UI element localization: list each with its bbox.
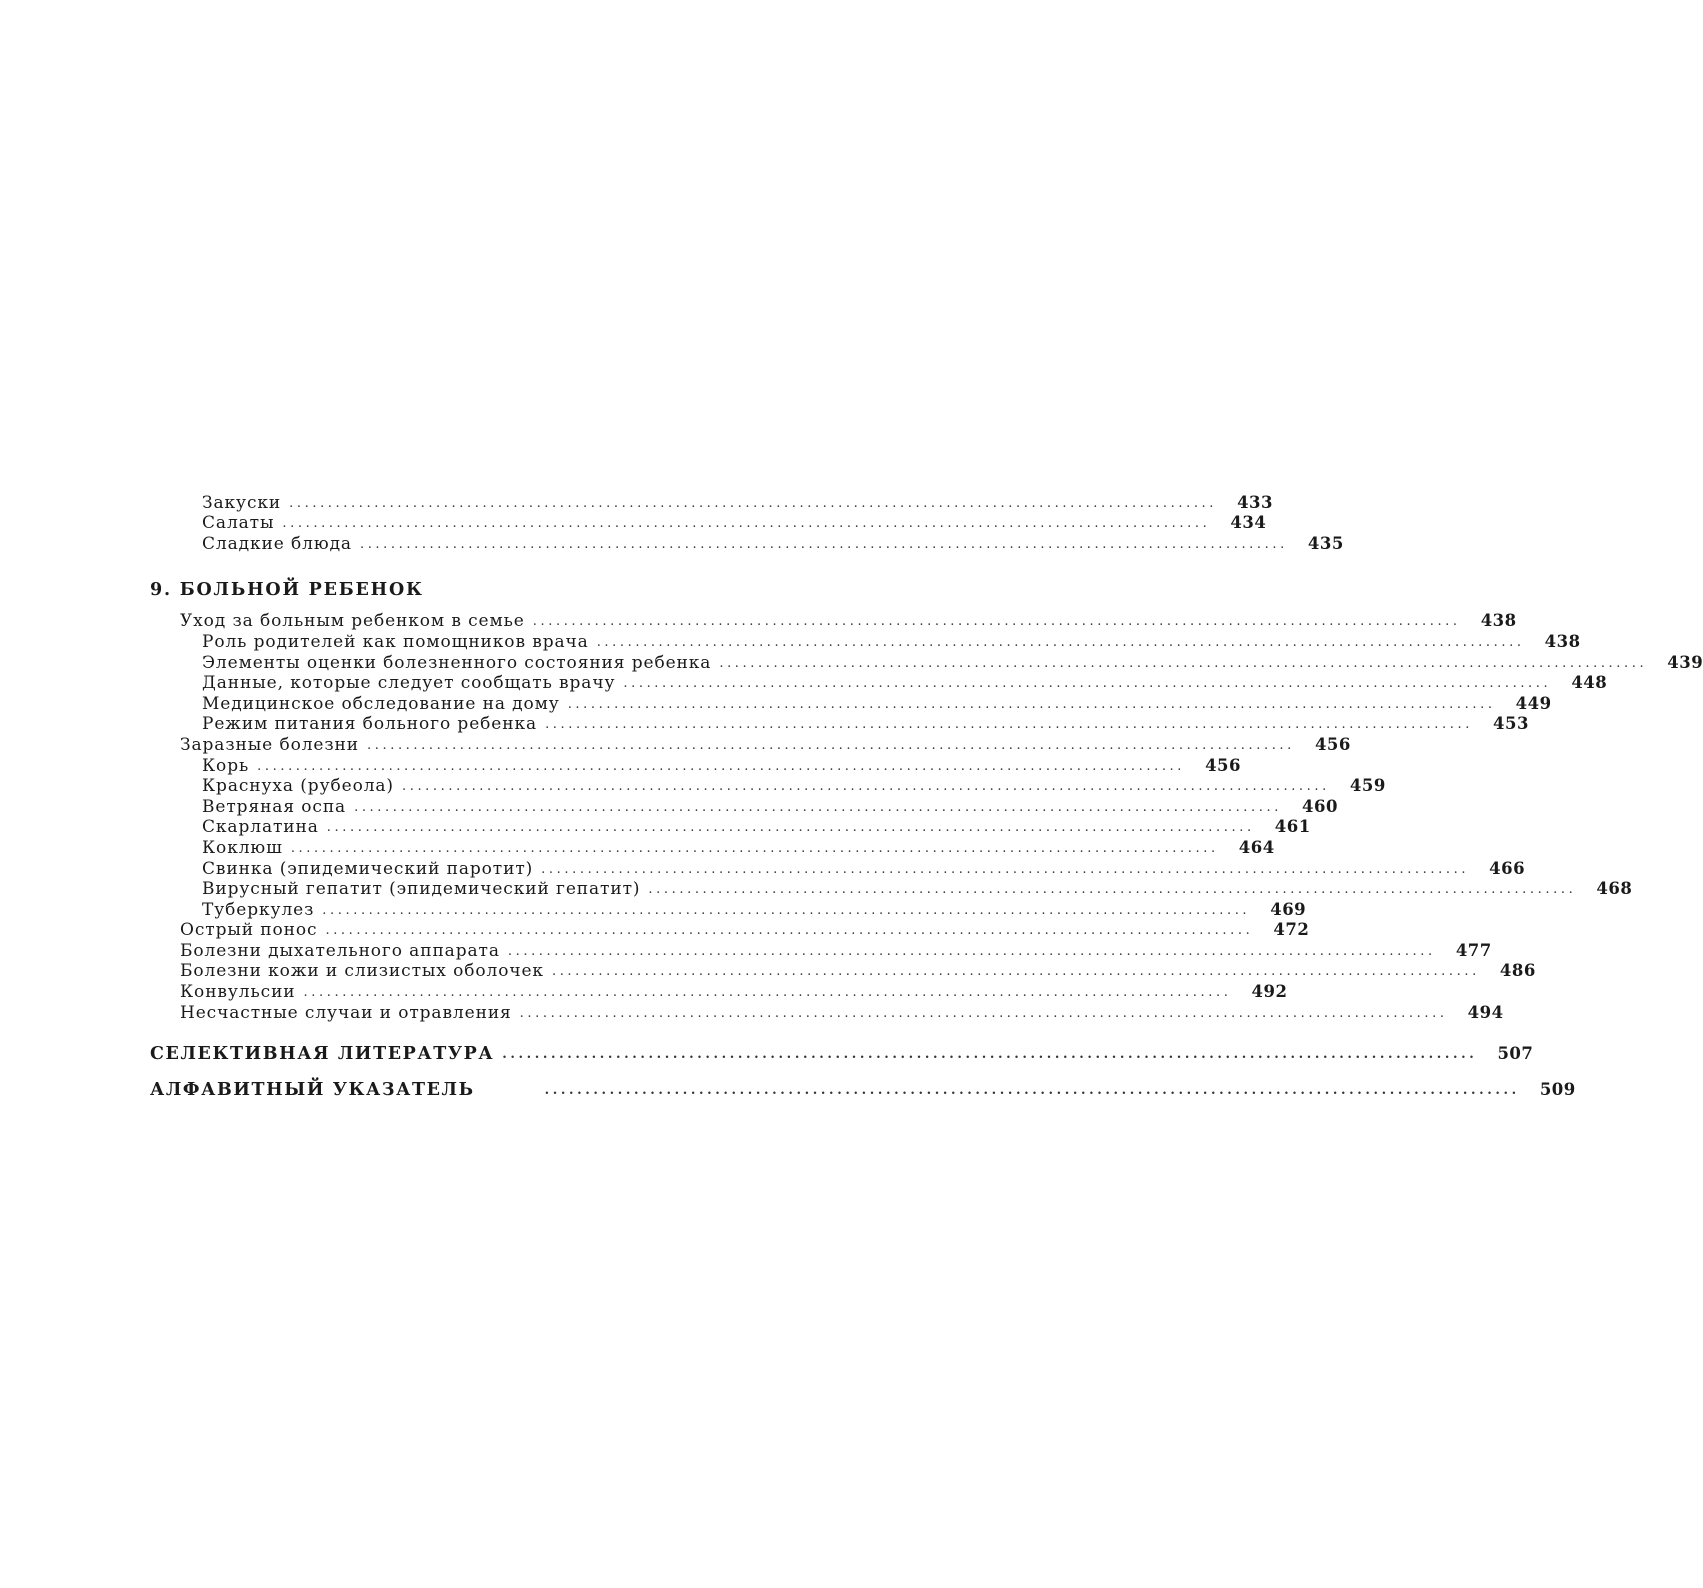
toc-entry-label: СЕЛЕКТИВНАЯ ЛИТЕРАТУРА xyxy=(150,1043,495,1064)
dot-leader: ........................................................................................................................ xyxy=(519,1005,1448,1021)
dot-leader: ........................................................................................................................ xyxy=(257,758,1186,774)
dot-leader: ........................................................................................................................ xyxy=(354,799,1282,815)
dot-leader: ........................................................................................................................ xyxy=(367,737,1295,753)
toc-entry-label: Роль родителей как помощников врача xyxy=(202,631,589,652)
toc-entry-page: 469 xyxy=(1270,899,1307,919)
toc-entry xyxy=(150,533,1344,554)
toc-entry xyxy=(150,837,1275,858)
toc-entry-label: Несчастные случаи и отравления xyxy=(180,1002,512,1023)
toc-entry-label: Режим питания больного ребенка xyxy=(202,714,538,735)
toc-entry-page: 438 xyxy=(1544,631,1581,651)
toc-entry xyxy=(150,899,1307,920)
toc-entry-label: Краснуха (рубеола) xyxy=(202,776,394,797)
toc-entry-label: Закуски xyxy=(202,492,282,513)
toc-entry xyxy=(150,920,1310,941)
toc-entry-label: Элементы оценки болезненного состояния ребенка xyxy=(202,652,712,673)
toc-entry-page: 435 xyxy=(1307,533,1344,553)
chapter-entries xyxy=(150,611,1703,1023)
toc-entry-page: 459 xyxy=(1349,776,1386,796)
toc-entry-major xyxy=(150,1042,1534,1064)
toc-entry-label: Салаты xyxy=(202,513,275,534)
toc-entry xyxy=(150,734,1351,755)
toc-entry xyxy=(150,513,1267,534)
toc-entry-page: 466 xyxy=(1489,858,1526,878)
toc-entry-label: Ветряная оспа xyxy=(202,796,347,817)
toc-entry xyxy=(150,1002,1504,1023)
toc-entry-label: Туберкулез xyxy=(202,899,315,920)
toc-entry-label: Корь xyxy=(202,755,250,776)
toc-entry xyxy=(150,755,1242,776)
toc-entry-label: Вирусный гепатит (эпидемический гепатит) xyxy=(202,879,641,900)
toc-entry xyxy=(150,611,1517,632)
toc-entry-page: 477 xyxy=(1455,940,1492,960)
toc-entry-label: Свинка (эпидемический паротит) xyxy=(202,858,534,879)
dot-leader: ........................................................................................................................ xyxy=(541,861,1470,877)
dot-leader: ........................................................................................................................ xyxy=(648,882,1577,898)
dot-leader: ........................................................................................................................ xyxy=(551,964,1480,980)
dot-leader: ........................................................................................................................ xyxy=(289,495,1218,511)
toc-entry-page: 464 xyxy=(1238,837,1275,857)
toc-entry-page: 461 xyxy=(1274,817,1311,837)
dot-leader: ........................................................................................................................ xyxy=(507,943,1436,959)
toc-entry xyxy=(150,981,1288,1003)
toc-entry-page: 439 xyxy=(1667,652,1703,672)
toc-entry-page: 434 xyxy=(1230,513,1267,533)
toc-entry-label: АЛФАВИТНЫЙ УКАЗАТЕЛЬ xyxy=(150,1079,475,1100)
toc-entry-label: Заразные болезни xyxy=(180,734,360,755)
dot-leader: ........................................................................................................................ xyxy=(544,1082,1520,1098)
toc-entry-label: Уход за больным ребенком в семье xyxy=(180,611,525,632)
toc-entry-page: 507 xyxy=(1497,1043,1534,1063)
dot-leader: ........................................................................................................................ xyxy=(326,820,1255,836)
toc-entry-label: Коклюш xyxy=(202,837,283,858)
toc-entry-label: Данные, которые следует сообщать врачу xyxy=(202,673,616,694)
dot-leader: ........................................................................................................................ xyxy=(567,696,1496,712)
dot-leader: ........................................................................................................................ xyxy=(290,840,1219,856)
dot-leader: ........................................................................................................................ xyxy=(623,676,1552,692)
toc-entry-page: 460 xyxy=(1302,796,1338,816)
toc-entry xyxy=(150,776,1386,797)
toc-entry-page: 509 xyxy=(1539,1079,1576,1099)
toc-entry xyxy=(150,796,1338,817)
toc-entry-page: 492 xyxy=(1251,982,1288,1002)
toc-entry-page: 438 xyxy=(1480,611,1517,631)
toc-entry-label: Болезни дыхательного аппарата xyxy=(180,940,500,961)
toc-entry xyxy=(150,652,1703,673)
toc-entry-label: Острый понос xyxy=(180,920,318,941)
toc-entry xyxy=(150,631,1581,652)
chapter-heading: 9. БОЛЬНОЙ РЕБЕНОК xyxy=(150,579,424,600)
toc-entry xyxy=(150,693,1552,714)
toc-entry xyxy=(150,714,1529,735)
toc-entry-page: 486 xyxy=(1499,961,1536,981)
dot-leader: ........................................................................................................................ xyxy=(325,923,1254,939)
toc-entry-label: Медицинское обследование на дому xyxy=(202,693,560,714)
dot-leader: ........................................................................................................................ xyxy=(545,717,1473,733)
toc-entry xyxy=(150,492,1274,513)
dot-leader: ........................................................................................................................ xyxy=(502,1046,1478,1062)
dot-leader: ........................................................................................................................ xyxy=(282,516,1211,532)
dot-leader: ........................................................................................................................ xyxy=(303,985,1232,1001)
dot-leader: ........................................................................................................................ xyxy=(401,779,1330,795)
toc-entry-page: 468 xyxy=(1596,879,1633,899)
dot-leader: ........................................................................................................................ xyxy=(322,902,1251,918)
toc-entry-page: 456 xyxy=(1205,755,1242,775)
toc-entry xyxy=(150,961,1536,982)
toc-entry-label: Конвульсии xyxy=(180,982,296,1003)
toc-entry-page: 448 xyxy=(1571,673,1608,693)
dot-leader: ........................................................................................................................ xyxy=(719,655,1648,671)
toc-entry-major xyxy=(150,1078,1576,1100)
toc-entry xyxy=(150,858,1526,879)
toc-entry xyxy=(150,879,1633,900)
toc-entry xyxy=(150,940,1492,961)
toc-entry xyxy=(150,673,1608,694)
toc-entry-label: Болезни кожи и слизистых оболочек xyxy=(180,961,544,982)
toc-entry-page: 472 xyxy=(1273,920,1310,940)
toc-entry-page: 433 xyxy=(1237,492,1274,512)
toc-entry-label: Скарлатина xyxy=(202,817,319,838)
dot-leader: ........................................................................................................................ xyxy=(532,614,1461,630)
toc-entry-page: 494 xyxy=(1467,1002,1504,1022)
toc-entry-label: Сладкие блюда xyxy=(202,533,352,554)
toc-entry xyxy=(150,817,1311,838)
dot-leader: ........................................................................................................................ xyxy=(359,536,1288,552)
toc-entry-page: 456 xyxy=(1314,734,1351,754)
toc-entry-page: 449 xyxy=(1515,693,1552,713)
dot-leader: ........................................................................................................................ xyxy=(596,634,1525,650)
table-of-contents xyxy=(150,492,1703,1100)
toc-entry-page: 453 xyxy=(1493,714,1529,734)
